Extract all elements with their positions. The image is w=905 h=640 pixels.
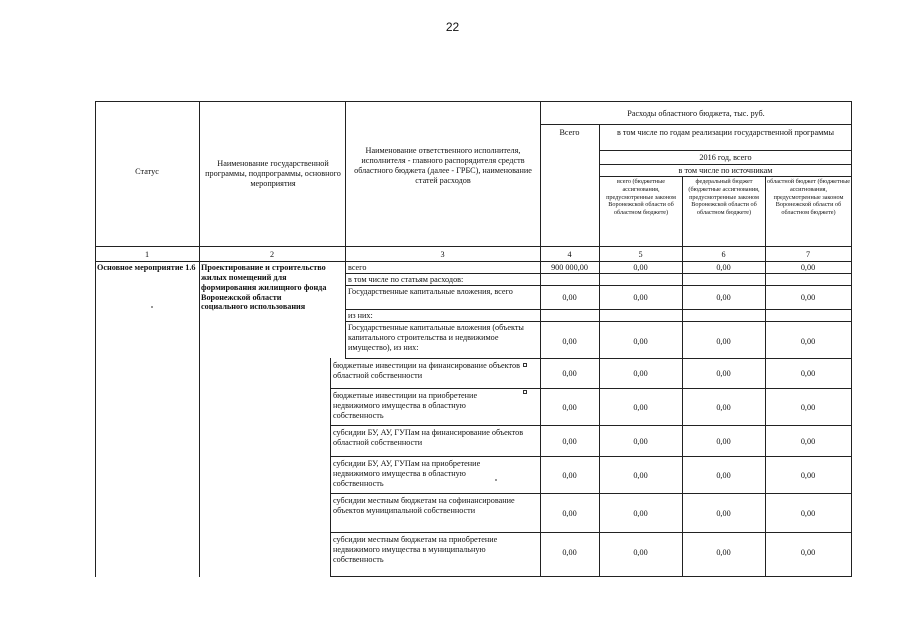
col-number-4: 4 [567, 250, 572, 259]
scan-speck [495, 479, 497, 481]
page-number: 22 [445, 20, 460, 34]
row-value: 0,00 [633, 337, 648, 346]
row-total-value: 0,00 [562, 337, 577, 346]
row-total-value: 0,00 [562, 403, 577, 412]
rule-below-col-numbers [95, 261, 852, 262]
col-divider [330, 358, 331, 577]
col-number-2: 2 [269, 250, 275, 259]
row-label: из них: [348, 311, 373, 320]
row-value: 0,00 [716, 437, 731, 446]
header-expenses-title: Расходы областного бюджета, тыс. руб. [627, 109, 765, 118]
col-number-1: 1 [144, 250, 150, 259]
table-border-top [95, 101, 852, 102]
scan-speck [151, 306, 153, 308]
row-label: субсидии БУ, АУ, ГУПам на приобретение недвижимого имущества в областную собственность [333, 459, 481, 488]
col-number-5: 5 [638, 250, 643, 259]
rule-below-by-years [599, 150, 852, 151]
row-label: бюджетные инвестиции на финансирование объектов областной собственности [333, 361, 520, 380]
row-value: 0,00 [633, 369, 648, 378]
row-value: 0,00 [800, 509, 816, 518]
row-value: 0,00 [716, 471, 731, 480]
row-value: 0,00 [633, 548, 648, 557]
status-cell: Основное мероприятие 1.6 [97, 263, 196, 272]
row-value: 0,00 [716, 548, 731, 557]
row-label: в том числе по статьям расходов: [348, 275, 464, 284]
rule-below-expenses-title [540, 124, 852, 125]
row-total-value: 0,00 [562, 471, 577, 480]
header-program-name: Наименование государственной программы, подпрограммы, основного мероприятия [205, 159, 341, 188]
rule-below-year [599, 164, 852, 165]
rule-above-col-numbers [95, 246, 852, 247]
row-value: 0,00 [800, 403, 816, 412]
row-label: бюджетные инвестиции на приобретение недвижимого имущества в областную собственность [333, 391, 478, 420]
col-number-3: 3 [440, 250, 445, 259]
header-executor: Наименование ответственного исполнителя, исполнителя - главного распорядителя средств областного бюджета (далее - ГРБС), наименование статей расходов [354, 146, 532, 185]
row-total-value: 900 000,00 [551, 263, 588, 272]
header-by-sources: в том числе по источникам [678, 166, 773, 175]
header-col6: федеральный бюджет (бюджетные ассигнования, предусмотренные законом Воронежской области об областном бюджете) [688, 178, 760, 216]
row-rule [330, 388, 852, 389]
row-total-value: 0,00 [562, 509, 577, 518]
row-total-value: 0,00 [562, 437, 577, 446]
row-value: 0,00 [633, 263, 648, 272]
row-value: 0,00 [716, 337, 731, 346]
header-status: Статус [135, 167, 159, 176]
row-value: 0,00 [716, 403, 731, 412]
row-value: 0,00 [800, 337, 816, 346]
row-label: Государственные капитальные вложения, всего [348, 287, 513, 296]
row-value: 0,00 [800, 369, 816, 378]
header-by-years: в том числе по годам реализации государственной программы [617, 128, 834, 137]
table-border-bottom [330, 576, 852, 577]
col-number-7: 7 [805, 250, 811, 259]
row-rule [330, 425, 852, 426]
row-value: 0,00 [716, 263, 731, 272]
row-total-value: 0,00 [562, 548, 577, 557]
header-year: 2016 год, всего [699, 153, 752, 162]
cell-marker-square [523, 390, 527, 394]
col-number-6: 6 [721, 250, 726, 259]
row-label: всего [348, 263, 367, 272]
row-value: 0,00 [800, 548, 816, 557]
row-rule [330, 456, 852, 457]
row-label: субсидии местным бюджетам на приобретение недвижимого имущества в муниципальную собственность [333, 535, 498, 564]
row-value: 0,00 [800, 437, 816, 446]
row-value: 0,00 [716, 509, 731, 518]
row-rule [330, 493, 852, 494]
row-value: 0,00 [800, 293, 816, 302]
row-value: 0,00 [633, 437, 648, 446]
row-label: субсидии БУ, АУ, ГУПам на финансирование объектов областной собственности [333, 428, 524, 447]
header-col5: всего (бюджетные ассигнования, предусмотренные законом Воронежской области об областном бюджете) [606, 178, 676, 216]
program-cell: Проектирование и строительство жилых помещений для формирования жилищного фонда Воронежской области социального использования [201, 263, 327, 312]
row-value: 0,00 [633, 471, 648, 480]
col-divider [199, 101, 200, 577]
row-label: субсидии местным бюджетам на софинансирование объектов муниципальной собственности [333, 496, 515, 515]
row-rule [330, 532, 852, 533]
cell-marker-square [523, 363, 527, 367]
row-value: 0,00 [716, 293, 731, 302]
header-total: Всего [559, 128, 580, 137]
header-col7: областной бюджет (бюджетные ассигнования, предусмотренные законом Воронежской области об областном бюджете) [767, 178, 850, 216]
row-value: 0,00 [633, 509, 648, 518]
row-value: 0,00 [633, 403, 648, 412]
row-value: 0,00 [633, 293, 648, 302]
row-value: 0,00 [716, 369, 731, 378]
budget-table [95, 101, 852, 577]
row-value: 0,00 [800, 263, 816, 272]
rule-below-by-sources [599, 176, 852, 177]
row-total-value: 0,00 [562, 293, 577, 302]
col-divider [345, 101, 346, 358]
row-label: Государственные капитальные вложения (объекты капитального строительства и недвижимое имущество), из них: [348, 323, 524, 352]
row-total-value: 0,00 [562, 369, 577, 378]
row-value: 0,00 [800, 471, 816, 480]
